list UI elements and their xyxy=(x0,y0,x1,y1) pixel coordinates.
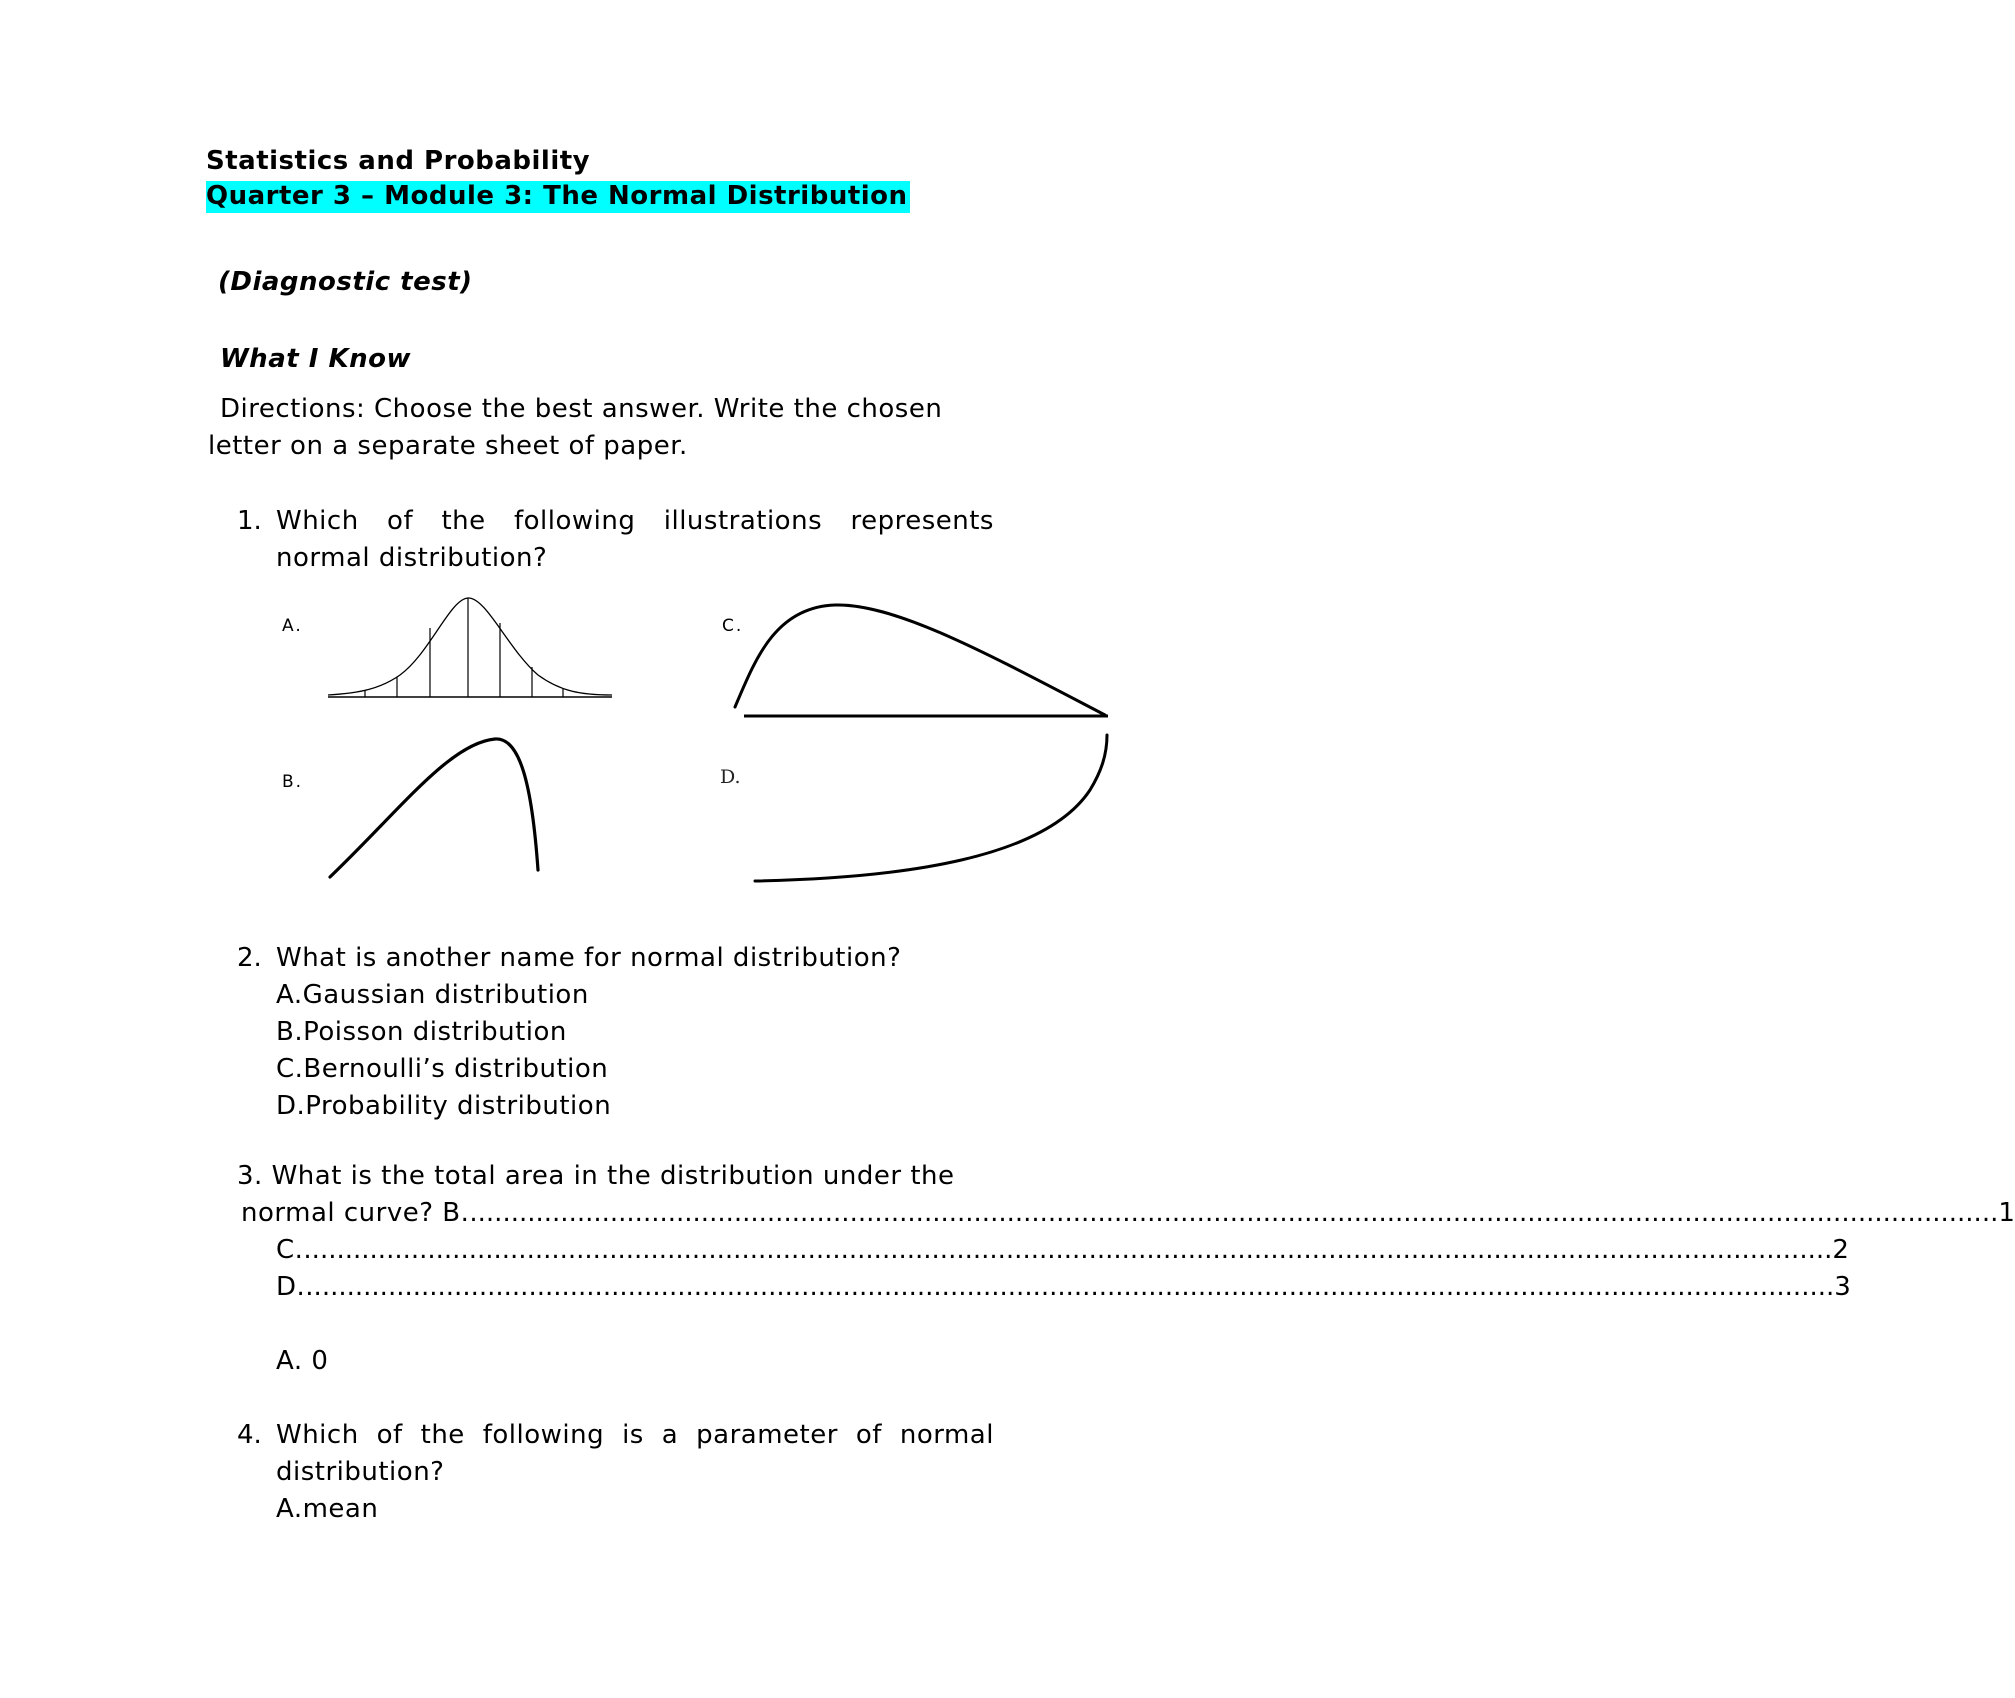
q4-text-line-1 xyxy=(276,1420,994,1450)
figure-a-bell-curve xyxy=(320,585,620,705)
q1-word: the xyxy=(441,506,486,536)
q1-text-line-1 xyxy=(276,506,994,536)
q2-text: What is another name for normal distribution? xyxy=(276,943,902,973)
figure-label-b: B. xyxy=(282,772,304,792)
option-text: mean xyxy=(302,1494,379,1524)
q3-line-4-page: 3 xyxy=(1834,1272,1852,1302)
figure-d-curve xyxy=(745,730,1115,890)
q3-line-3-prefix: C. xyxy=(276,1235,304,1265)
directions-line-1: Directions: Choose the best answer. Write the chosen xyxy=(220,394,943,424)
q4-word: of xyxy=(855,1420,882,1450)
q4-number: 4. xyxy=(237,1420,262,1450)
q3-line-4 xyxy=(276,1272,1852,1302)
q2-option-b xyxy=(276,1017,567,1047)
option-letter: C. xyxy=(276,1054,304,1084)
q1-word: following xyxy=(514,506,636,536)
q4-word: the xyxy=(420,1420,465,1450)
option-letter: A. xyxy=(276,980,303,1010)
figure-label-d: D. xyxy=(720,766,741,788)
q3-option-a: A. 0 xyxy=(276,1346,329,1376)
q1-text-line-2: normal distribution? xyxy=(276,543,548,573)
q4-word: following xyxy=(482,1420,605,1450)
directions-line-2: letter on a separate sheet of paper. xyxy=(208,431,688,461)
q2-option-a xyxy=(276,980,589,1010)
figure-label-c: C. xyxy=(722,616,744,636)
option-letter: B. xyxy=(276,1017,304,1047)
figure-a-curve xyxy=(328,598,612,695)
q1-word: of xyxy=(387,506,414,536)
q1-word: illustrations xyxy=(663,506,823,536)
module-title xyxy=(206,181,910,211)
q3-line-2-prefix: normal curve? B. xyxy=(241,1198,470,1228)
q1-word: represents xyxy=(850,506,994,536)
q3-line-2 xyxy=(241,1198,2015,1228)
q2-option-c xyxy=(276,1054,608,1084)
option-text: Poisson distribution xyxy=(303,1017,567,1047)
section-title: What I Know xyxy=(220,344,411,374)
figure-c-line xyxy=(735,605,1105,715)
q2-option-d xyxy=(276,1091,611,1121)
q4-word: normal xyxy=(899,1420,994,1450)
test-type: (Diagnostic test) xyxy=(218,267,473,297)
q4-word: is xyxy=(622,1420,644,1450)
q4-text-line-2: distribution? xyxy=(276,1457,445,1487)
q4-word: a xyxy=(661,1420,679,1450)
option-letter: D. xyxy=(276,1091,306,1121)
option-text: Gaussian distribution xyxy=(302,980,589,1010)
q3-line-3 xyxy=(276,1235,1850,1265)
figure-d-line xyxy=(755,735,1107,881)
figure-label-a: A. xyxy=(282,616,303,636)
q4-word: of xyxy=(376,1420,403,1450)
option-text: Bernoulli’s distribution xyxy=(303,1054,609,1084)
q4-word: Which xyxy=(276,1420,359,1450)
option-text: Probability distribution xyxy=(305,1091,612,1121)
figure-c-curve xyxy=(730,595,1120,725)
q1-word: Which xyxy=(276,506,359,536)
q4-option-a xyxy=(276,1494,378,1524)
figure-b-line xyxy=(330,739,538,877)
q4-word: parameter xyxy=(696,1420,838,1450)
q3-line-2-page: 1 xyxy=(1998,1198,2015,1228)
module-title-highlight: Quarter 3 – Module 3: The Normal Distribution xyxy=(206,181,908,211)
toc-dots: ......................................................................................................................................................................................... xyxy=(303,1235,1833,1265)
subject-title: Statistics and Probability xyxy=(206,146,591,176)
q3-line-3-page: 2 xyxy=(1832,1235,1850,1265)
q2-number: 2. xyxy=(237,943,262,973)
q3-line-1: 3. What is the total area in the distribution under the xyxy=(237,1161,955,1191)
figure-b-curve xyxy=(320,725,550,885)
toc-dots: ......................................................................................................................................................................................... xyxy=(469,1198,1999,1228)
toc-dots: ......................................................................................................................................................................................... xyxy=(305,1272,1835,1302)
q3-line-4-prefix: D. xyxy=(276,1272,306,1302)
q1-number: 1. xyxy=(237,506,262,536)
option-letter: A. xyxy=(276,1494,303,1524)
